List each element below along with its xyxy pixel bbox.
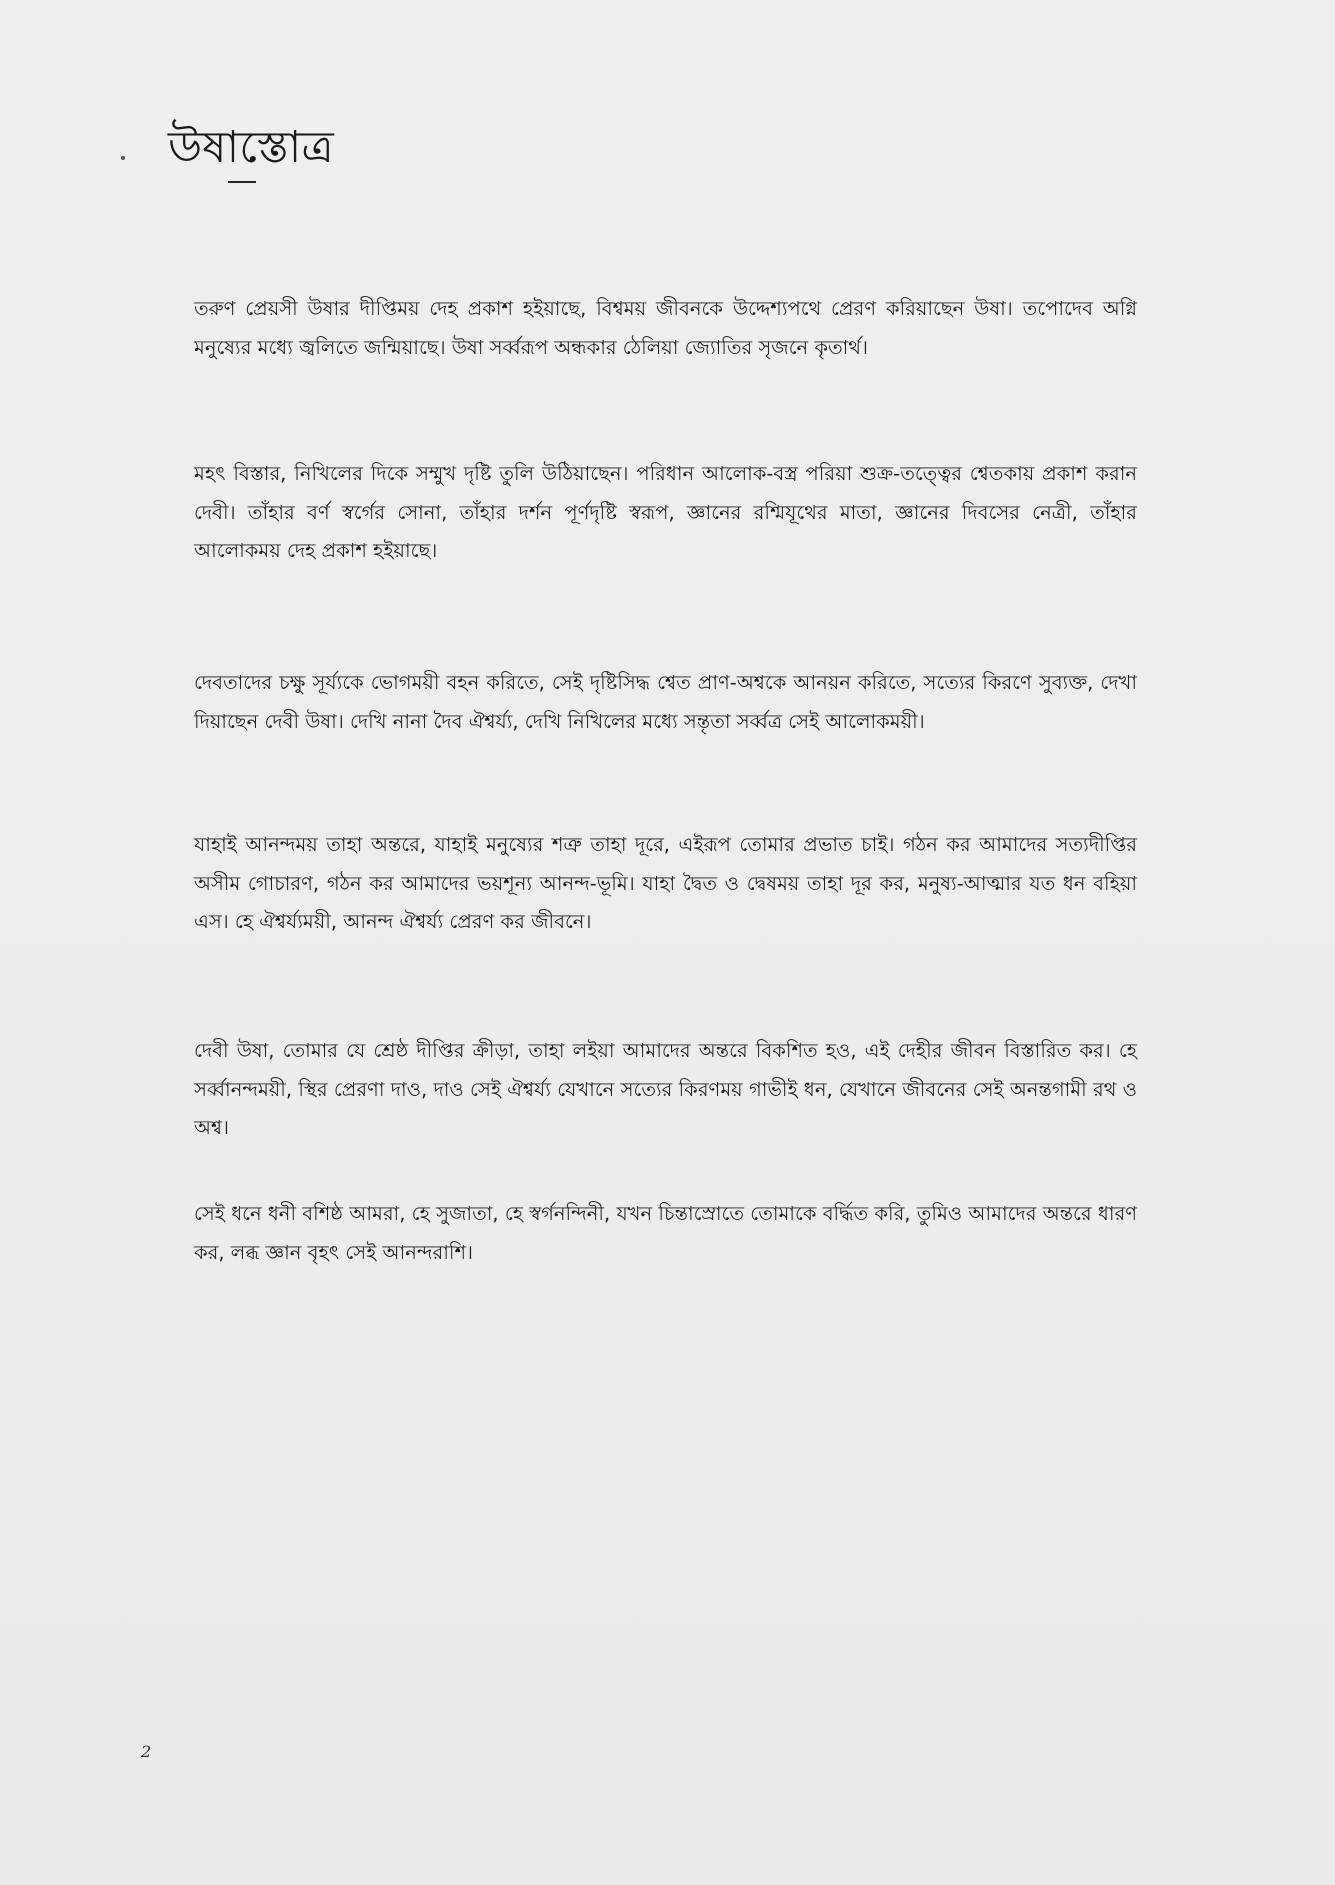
paragraph-6: সেই ধনে ধনী বশিষ্ঠ আমরা, হে সুজাতা, হে স্বর্গনন্দিনী, যখন চিন্তাস্রোতে তোমাকে বৰ্দ্ধিত করি, তুমিও আমাদের অন্তরে ধারণ কর, লব্ধ জ্ঞান বৃহৎ সেই আনন্দরাশি। xyxy=(194,1202,1137,1264)
scan-speck xyxy=(121,156,125,160)
paragraph-4: যাহাই আনন্দময় তাহা অন্তরে, যাহাই মনুষ্যের শত্রু তাহা দূরে, এইরূপ তোমার প্রভাত চাই। গঠন কর আমাদের সত্যদীপ্তির অসীম গোচারণ, গঠন কর আমাদের ভয়শূন্য আনন্দ-ভূমি। যাহা দ্বৈত ও দ্বেষময় তাহা দূর কর, মনুষ্য-আত্মার যত ধন বহিয়া এস। হে ঐশ্বর্য্যময়ী, আনন্দ ঐশ্বর্য্য প্রেরণ কর জীবনে। xyxy=(194,833,1137,933)
paragraph-1: তরুণ প্রেয়সী উষার দীপ্তিময় দেহ প্রকাশ হইয়াছে, বিশ্বময় জীবনকে উদ্দেশ্যপথে প্রেরণ করিয়াছেন উষা। তপোদেব অগ্নি মনুষ্যের মধ্যে জ্বলিতে জন্মিয়াছে। উষা সর্ব্বরূপ অন্ধকার ঠেলিয়া জ্যোতির সৃজনে কৃতার্থ। xyxy=(194,297,1137,359)
page-title: উষাস্তোত্র xyxy=(168,122,334,173)
title-underline xyxy=(228,181,256,183)
paragraph-5: দেবী উষা, তোমার যে শ্রেষ্ঠ দীপ্তির ক্রীড়া, তাহা লইয়া আমাদের অন্তরে বিকশিত হও, এই দেহীর জীবন বিস্তারিত কর। হে সর্ব্বানন্দময়ী, স্থির প্রেরণা দাও, দাও সেই ঐশ্বর্য্য যেখানে সত্যের কিরণময় গাভীই ধন, যেখানে জীবনের সেই অনন্তগামী রথ ও অশ্ব। xyxy=(194,1039,1137,1139)
paragraph-3: দেবতাদের চক্ষু সূর্য্যকে ভোগময়ী বহন করিতে, সেই দৃষ্টিসিদ্ধ শ্বেত প্রাণ-অশ্বকে আনয়ন করিতে, সত্যের কিরণে সুব্যক্ত, দেখা দিয়াছেন দেবী উষা। দেখি নানা দৈব ঐশ্বর্য্য, দেখি নিখিলের মধ্যে সন্তৃতা সর্ব্বত্র সেই আলোকময়ী। xyxy=(194,671,1137,733)
page-number: 2 xyxy=(141,1742,152,1761)
paragraph-2: মহৎ বিস্তার, নিখিলের দিকে সম্মুখ দৃষ্টি তুলি উঠিয়াছেন। পরিধান আলোক-বস্ত্র পরিয়া শুক্র-তত্ত্বের শ্বেতকায় প্রকাশ করান দেবী। তাঁহার বর্ণ স্বর্গের সোনা, তাঁহার দর্শন পূর্ণদৃষ্টি স্বরূপ, জ্ঞানের রশ্মিযূথের মাতা, জ্ঞানের দিবসের নেত্রী, তাঁহার আলোকময় দেহ প্রকাশ হইয়াছে। xyxy=(194,462,1137,562)
